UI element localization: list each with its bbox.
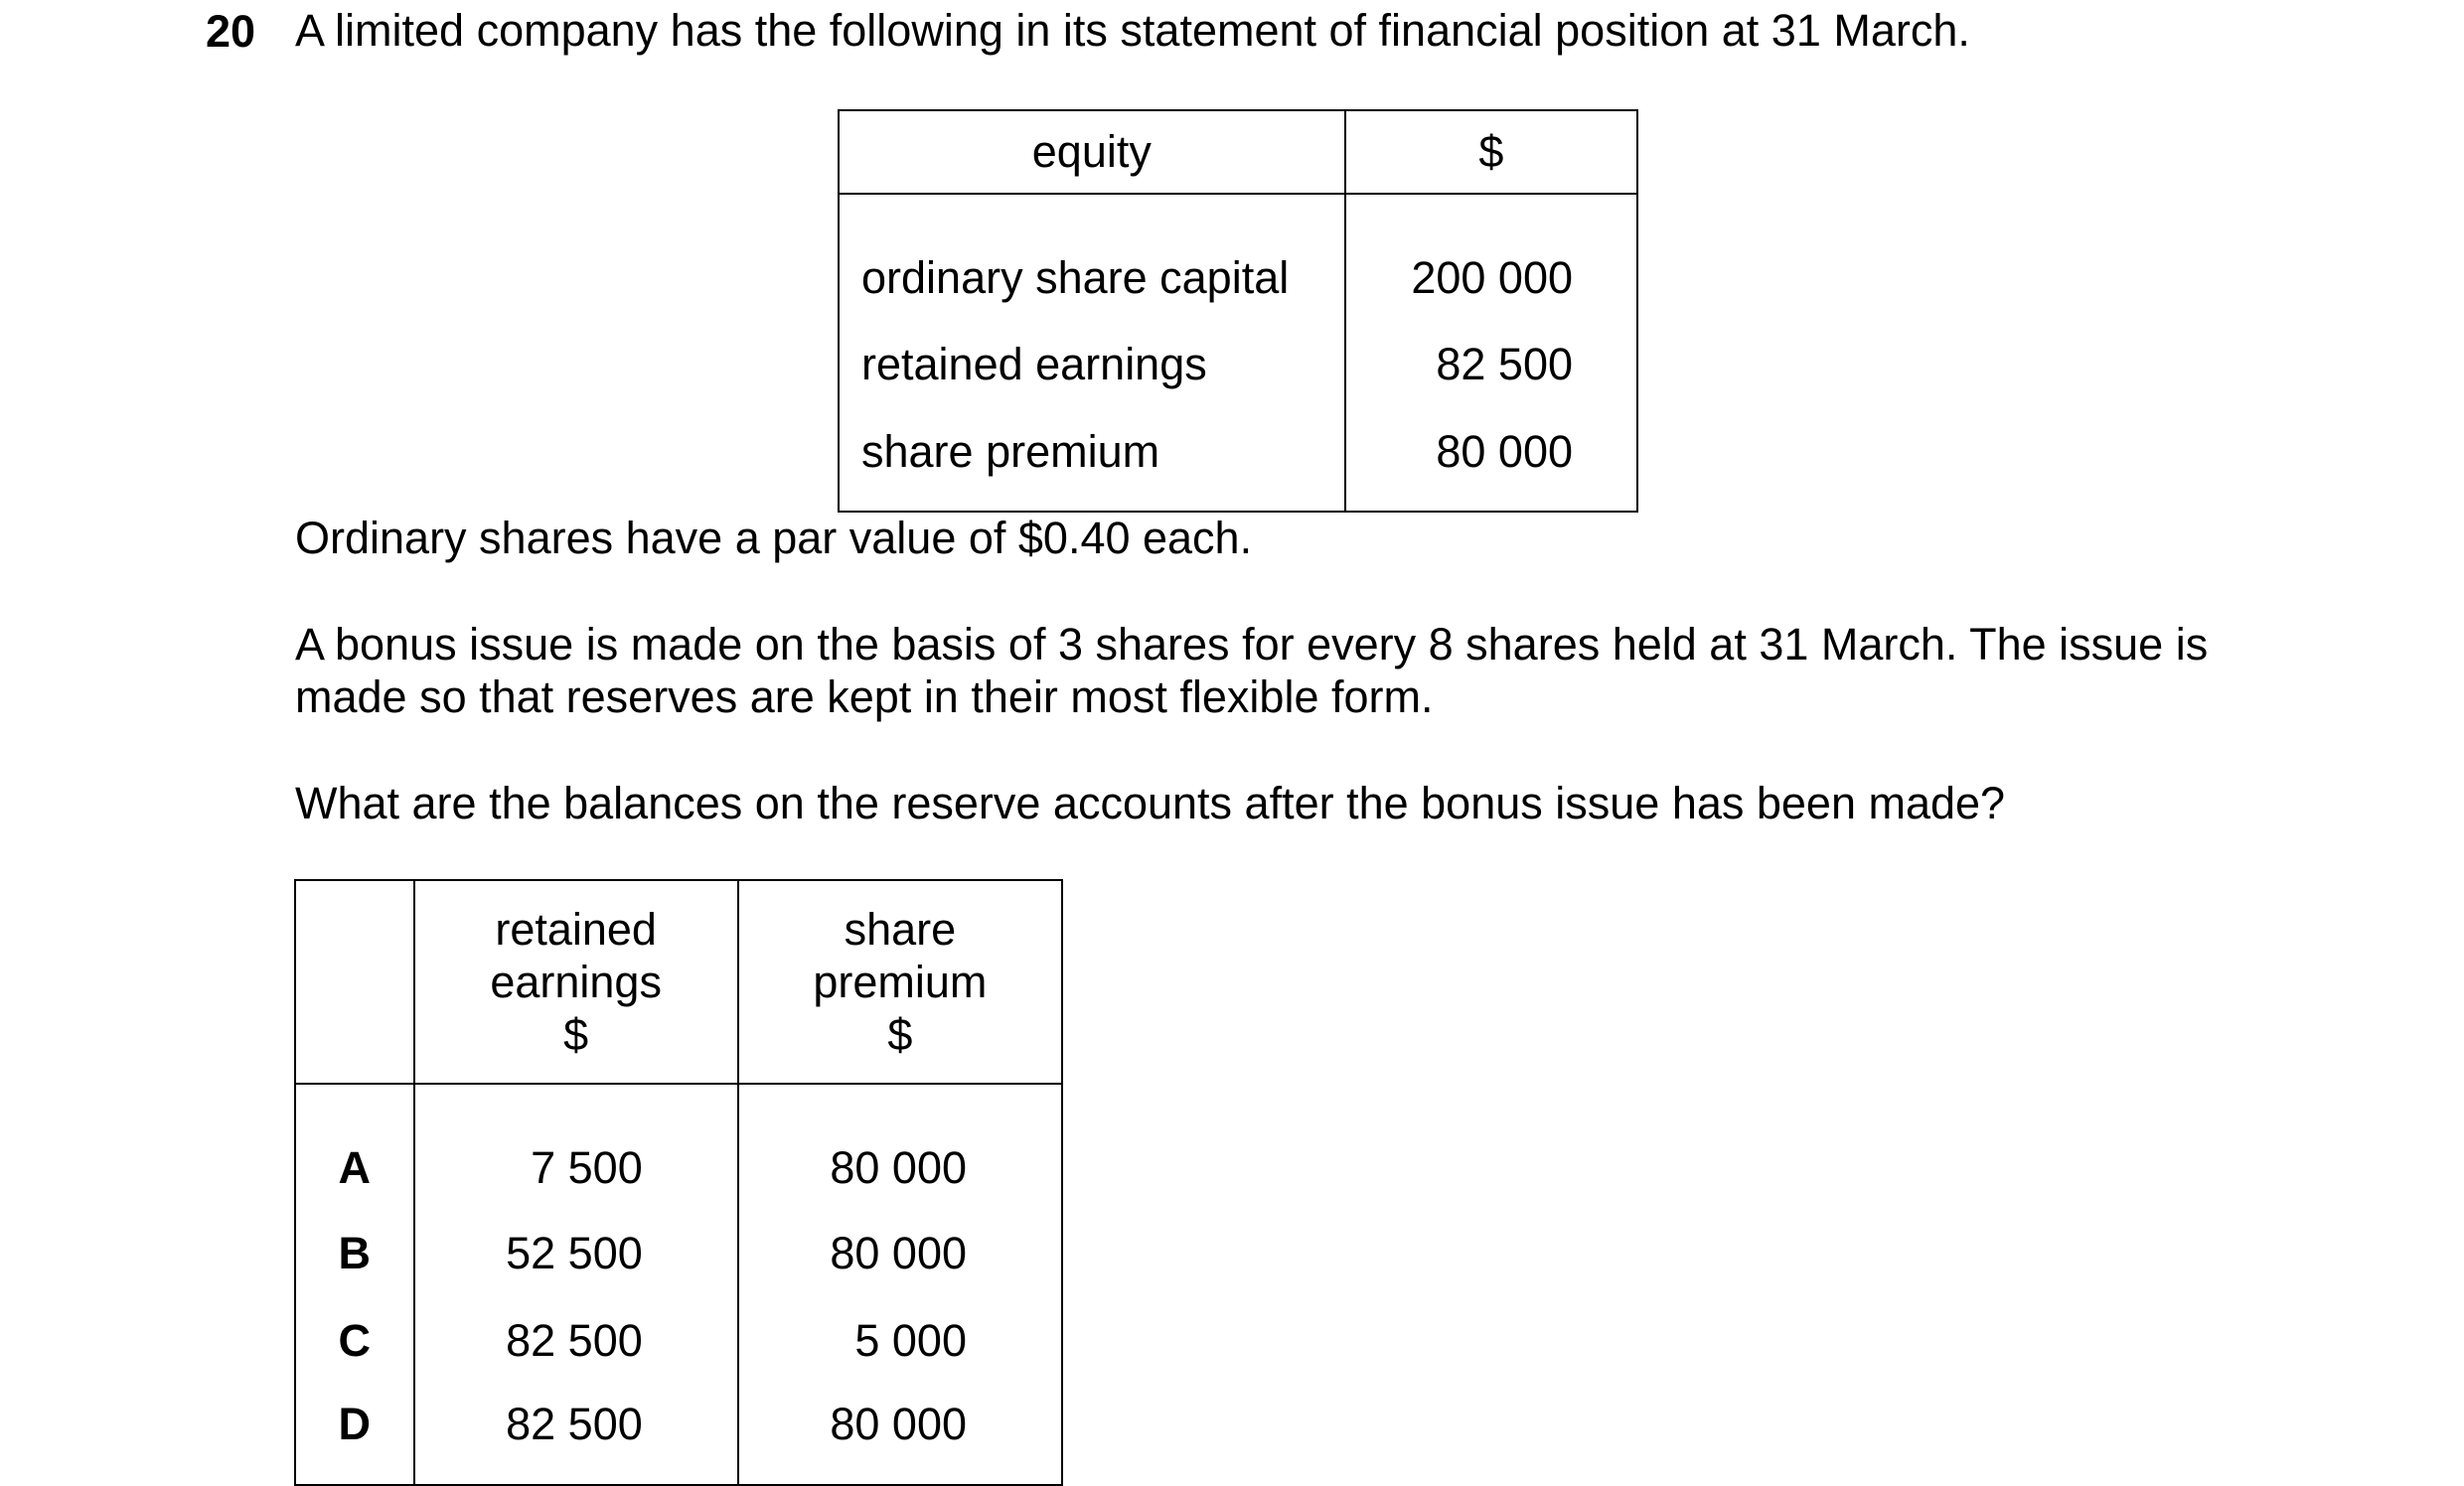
- equity-row-value: 200 000: [1345, 194, 1637, 321]
- header-line: premium: [813, 957, 988, 1007]
- option-retained-earnings: 82 500: [414, 1297, 738, 1385]
- option-letter[interactable]: D: [295, 1385, 414, 1485]
- option-letter[interactable]: C: [295, 1297, 414, 1385]
- options-header-blank: [295, 880, 414, 1084]
- option-row-c[interactable]: [295, 1297, 1062, 1385]
- header-line: share: [844, 904, 957, 955]
- option-retained-earnings: 7 500: [414, 1084, 738, 1210]
- equity-table: [838, 109, 1638, 513]
- option-row-a[interactable]: [295, 1084, 1062, 1210]
- option-retained-earnings: 82 500: [414, 1385, 738, 1485]
- table-row: [839, 408, 1637, 512]
- options-header-retained: [414, 880, 738, 1084]
- equity-row-label: retained earnings: [839, 321, 1345, 408]
- option-share-premium: 80 000: [738, 1385, 1062, 1485]
- options-header-premium: [738, 880, 1062, 1084]
- header-line: earnings: [490, 957, 662, 1007]
- header-unit: $: [563, 1009, 589, 1060]
- bonus-issue-line-1: A bonus issue is made on the basis of 3 shares for every 8 shares held at 31 March. The issue is: [295, 619, 2209, 669]
- bonus-issue-line-2: made so that reserves are kept in their most flexible form.: [295, 671, 1434, 722]
- header-unit: $: [887, 1009, 913, 1060]
- option-share-premium: 80 000: [738, 1084, 1062, 1210]
- equity-row-value: 82 500: [1345, 321, 1637, 408]
- equity-row-label: ordinary share capital: [839, 194, 1345, 321]
- option-retained-earnings: 52 500: [414, 1210, 738, 1297]
- option-share-premium: 5 000: [738, 1297, 1062, 1385]
- option-row-b[interactable]: [295, 1210, 1062, 1297]
- equity-header-label: equity: [839, 110, 1345, 194]
- table-row: [839, 194, 1637, 321]
- option-letter[interactable]: B: [295, 1210, 414, 1297]
- question-prompt: What are the balances on the reserve accounts after the bonus issue has been made?: [295, 778, 2006, 828]
- option-row-d[interactable]: [295, 1385, 1062, 1485]
- equity-row-label: share premium: [839, 408, 1345, 512]
- header-line: retained: [495, 904, 657, 955]
- equity-row-value: 80 000: [1345, 408, 1637, 512]
- equity-table-header: [839, 110, 1637, 194]
- question-intro: A limited company has the following in its statement of financial position at 31 March.: [295, 5, 1970, 56]
- equity-header-unit: $: [1345, 110, 1637, 194]
- par-value-text: Ordinary shares have a par value of $0.40 each.: [295, 513, 1253, 563]
- option-letter[interactable]: A: [295, 1084, 414, 1210]
- question-number: 20: [206, 6, 256, 57]
- option-share-premium: 80 000: [738, 1210, 1062, 1297]
- table-row: [839, 321, 1637, 408]
- answer-options-table: [294, 879, 1063, 1486]
- options-table-header: [295, 880, 1062, 1084]
